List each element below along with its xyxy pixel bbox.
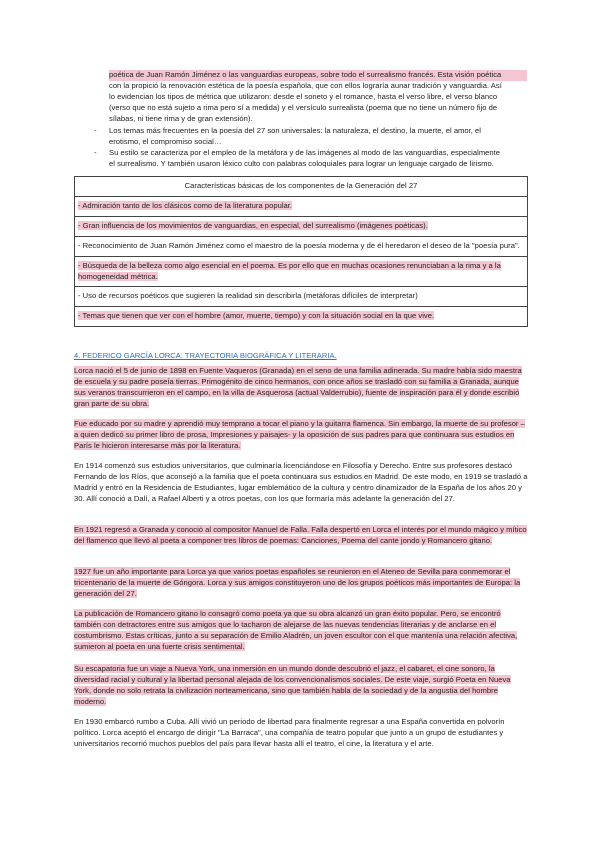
paragraph-text: En 1921 regresó a Granada y conoció al compositor Manuel de Falla. Falla despertó en Lorca el interés por el mundo mágico y mítico del flamenco que llevó al poeta a componer tres libros de poemas: Canciones, Poema del cante jondo y Romancero gitano. bbox=[74, 525, 527, 545]
bullet-dash: - bbox=[94, 126, 97, 135]
table-cell-text: - Gran influencia de los movimientos de vanguardias, en especial, del surrealismo (imágenes poéticas). bbox=[78, 220, 428, 230]
table-cell-text: - Admiración tanto de los clásicos como de la literatura popular. bbox=[78, 200, 293, 210]
bullet-line: Los temas más frecuentes en la poesía del 27 son universales: la naturaleza, el destino, la muerte, el amor, el bbox=[109, 126, 481, 135]
table-cell-text: - Reconocimiento de Juan Ramón Jiménez como el maestro de la poesía moderna y de él heredaron el deseo de la "poesía pura". bbox=[78, 240, 520, 250]
bullet-item-themes bbox=[94, 126, 527, 148]
intro-line: con la propició la renovación estética de la poesía española, que con ellos lograría aunar tradición y vanguardia. Así bbox=[109, 80, 502, 90]
table-row bbox=[75, 196, 528, 216]
bullet-line: erotismo, el compromiso social… bbox=[109, 136, 222, 146]
table-header: Características básicas de los componentes de la Generación del 27 bbox=[75, 177, 528, 197]
paragraph-text: En 1914 comenzó sus estudios universitarios, que culminaría licenciándose en Filosofía y Derecho. Entre sus profesores destacó Fernando de los Ríos, que aconsejó a la familia que el poeta continuara sus estudios en Madrid. De este modo, en 1919 se trasladó a Madrid y entró en la Residencia de Estudiantes, lugar emblemático de la cultura y centro dinamizador de la España de los años 20 y 30. Allí conoció a Dalí, a Rafael Alberti y a otros poetas, con los que formaría más adelante la generación del 27. bbox=[74, 461, 528, 503]
paragraph bbox=[74, 567, 528, 600]
intro-line: sílabas, ni tiene rima y de gran extensión). bbox=[109, 113, 253, 123]
bullet-dash: - bbox=[94, 148, 97, 157]
table-row bbox=[75, 236, 528, 256]
intro-line: lo evidencian los tipos de métrica que utilizaron: desde el soneto y el romance, hasta el verso libre, el verso blanco bbox=[109, 91, 498, 101]
table-cell-text: - Temas que tienen que ver con el hombre (amor, muerte, tiempo) y con la situación social en la que vive. bbox=[78, 311, 435, 321]
bullet-line: el surrealismo. Y también usaron léxico culto con palabras coloquiales para lograr un lenguaje cargado de lirismo. bbox=[109, 158, 494, 168]
paragraph bbox=[74, 366, 528, 410]
paragraph bbox=[74, 419, 528, 452]
table-row bbox=[75, 287, 528, 307]
table-row bbox=[75, 216, 528, 236]
table-cell-text: - Uso de recursos poéticos que sugieren la realidad sin describirla (metáforas difíciles de interpretar) bbox=[78, 291, 418, 301]
bullet-line: Su estilo se caracteriza por el empleo de la metáfora y de las imágenes al modo de las vanguardias, especialmente bbox=[109, 148, 501, 157]
paragraph-text: En 1930 embarcó rumbo a Cuba. Allí vivió un periodo de libertad para finalmente regresar a una España convertida en polvorín político. Lorca aceptó el encargo de dirigir "La Barraca", una compañía de teatro popular que junto a un grupo de estudiantes y universitarios recorrió muchos pueblos del país para llevar hasta allí el teatro, el cine, la literatura y el arte. bbox=[74, 717, 505, 748]
bullet-item-style bbox=[94, 148, 527, 170]
paragraph bbox=[74, 461, 528, 505]
intro-line: poética de Juan Ramón Jiménez o las vanguardias europeas, sobre todo el surrealismo francés. Esta visión poética bbox=[109, 70, 527, 81]
paragraph bbox=[74, 664, 528, 708]
section-title: 4. FEDERICO GARCÍA LORCA: TRAYECTORIA BIOGRÁFICA Y LITERARIA. bbox=[74, 351, 337, 360]
paragraph-text: Su escapatoria fue un viaje a Nueva York, una inmersión en un mundo donde descubrió el jazz, el cabaret, el cine sonoro, la diversidad racial y cultural y la libertad personal alejada de los convencionalismos sociales. De este viaje, surgió Poeta en Nueva York, donde no solo retrata la civilización norteamericana, sino que también habla de la sociedad y de la angustia del hombre moderno. bbox=[74, 664, 511, 706]
paragraph bbox=[74, 609, 528, 653]
paragraph bbox=[74, 525, 528, 547]
table-row bbox=[75, 307, 528, 327]
paragraph bbox=[74, 717, 528, 750]
paragraph-text: Lorca nació el 5 de junio de 1898 en Fuente Vaqueros (Granada) en el seno de una familia adinerada. Su madre había sido maestra de escuela y su padre poseía tierras. Primogénito de cinco hermanos, con once años se trasladó con su familia a Granada, aunque sus veranos transcurrieron en el campo, en la villa de Asquerosa (actual Valderrubio), fuente de inspiración para él y donde escribió gran parte de su obra. bbox=[74, 366, 522, 408]
generation-27-characteristics-table bbox=[74, 176, 528, 327]
table-cell-text: - Búsqueda de la belleza como algo esencial en el poema. Es por ello que en muchas ocasiones renunciaban a la rima y a la homogeneidad métrica. bbox=[78, 260, 501, 281]
paragraph-text: Fue educado por su madre y aprendió muy temprano a tocar el piano y la guitarra flamenca. Sin embargo, la muerte de su profesor – a quien dedicó su primer libro de prosa, Impresiones y paisajes- y la oposición de sus padres para que continuara sus estudios en París le hicieron interesarse más por la literatura. bbox=[74, 419, 525, 450]
paragraph-text: La publicación de Romancero gitano lo consagró como poeta ya que su obra alcanzó un gran éxito popular. Pero, se encontró también con detractores entre sus amigos que lo tacharon de alejarse de las nuevas tendencias literarias y de anclarse en el costumbrismo. Estas críticas, junto a su separación de Emilio Aladrén, un joven escultor con el que mantenía una relación afectiva, sumieron al poeta en una fuerte crisis sentimental. bbox=[74, 609, 518, 651]
paragraph-text: 1927 fue un año importante para Lorca ya que varios poetas españoles se reunieron en el Ateneo de Sevilla para conmemorar el tricentenario de la muerte de Góngora. Lorca y sus amigos constituyeron uno de los grupos poéticos más importantes de Europa: la generación del 27. bbox=[74, 567, 521, 598]
intro-line: (verso que no está sujeto a rima pero sí a medida) y el versículo surrealista (poema que no tiene un número fijo de bbox=[109, 102, 498, 112]
table-row bbox=[75, 256, 528, 287]
intro-text-block bbox=[109, 70, 527, 125]
